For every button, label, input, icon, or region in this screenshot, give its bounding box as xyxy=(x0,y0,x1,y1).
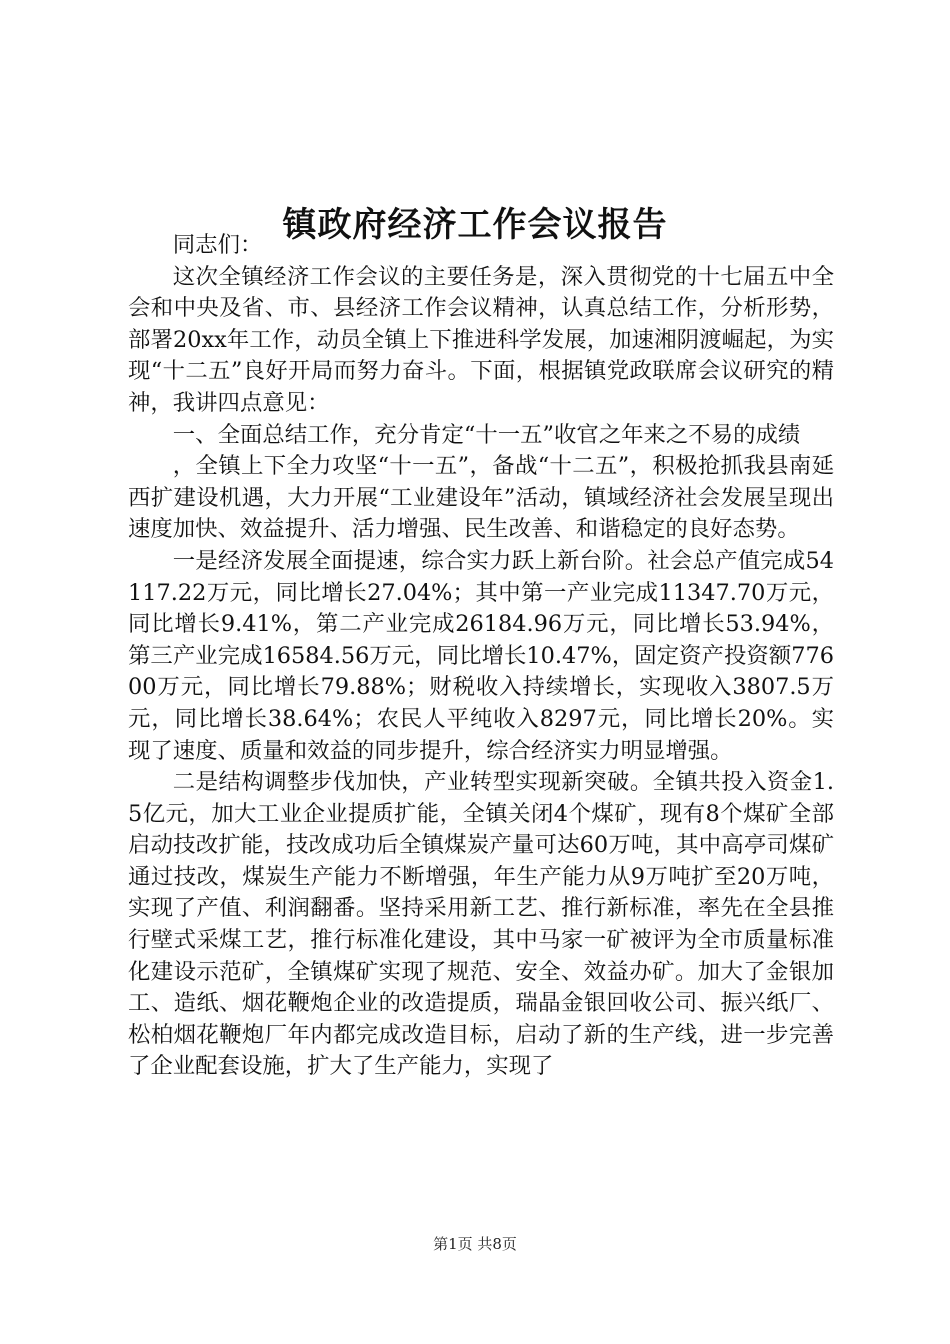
section-heading-1: 一、全面总结工作，充分肯定“十一五”收官之年来之不易的成绩 xyxy=(172,421,801,448)
paragraph-overview: ，全镇上下全力攻坚“十一五”，备战“十二五”，积极抢抓我县南延西扩建设机遇，大力开展“工业建设年”活动，镇域经济社会发展呈现出速度加快、效益提升、活力增强、民生改善、和谐稳定的良好态势。 xyxy=(128,453,834,543)
document-title: 镇政府经济工作会议报告 xyxy=(282,204,668,245)
document-body xyxy=(128,230,834,1083)
paragraph-structure: 二是结构调整步伐加快，产业转型实现新突破。全镇共投入资金1.5亿元，加大工业企业提质扩能，全镇关闭4个煤矿，现有8个煤矿全部启动技改扩能，技改成功后全镇煤炭产量可达60万吨，其中高亭司煤矿通过技改，煤炭生产能力不断增强，年生产能力从9万吨扩至20万吨，实现了产值、利润翻番。坚持采用新工艺、推行新标准，率先在全县推行壁式采煤工艺，推行标准化建设，其中马家一矿被评为全市质量标准化建设示范矿，全镇煤矿实现了规范、安全、效益办矿。加大了金银加工、造纸、烟花鞭炮企业的改造提质，瑞晶金银回收公司、振兴纸厂、松柏烟花鞭炮厂年内都完成改造目标，启动了新的生产线，进一步完善了企业配套设施，扩大了生产能力，实现了 xyxy=(128,769,834,1080)
paragraph-salutation: 同志们： xyxy=(172,232,263,258)
paragraph-economy: 一是经济发展全面提速，综合实力跃上新台阶。社会总产值完成54117.22万元，同比增长27.04%；其中第一产业完成11347.70万元，同比增长9.41%，第二产业完成26184.96万元，同比增长53.94%，第三产业完成16584.56万元，同比增长10.47%，固定资产投资额77600万元，同比增长79.88%；财税收入持续增长，实现收入3807.5万元，同比增长38.64%；农民人平纯收入8297元，同比增长20%。实现了速度、质量和效益的同步提升，综合经济实力明显增强。 xyxy=(128,547,834,764)
paragraph-intro: 这次全镇经济工作会议的主要任务是，深入贯彻党的十七届五中全会和中央及省、市、县经济工作会议精神，认真总结工作，分析形势，部署20xx年工作，动员全镇上下推进科学发展，加速湘阴渡崛起，为实现“十二五”良好开局而努力奋斗。下面，根据镇党政联席会议研究的精神，我讲四点意见： xyxy=(128,263,834,416)
page-footer: 第1页 共8页 xyxy=(433,1235,517,1253)
